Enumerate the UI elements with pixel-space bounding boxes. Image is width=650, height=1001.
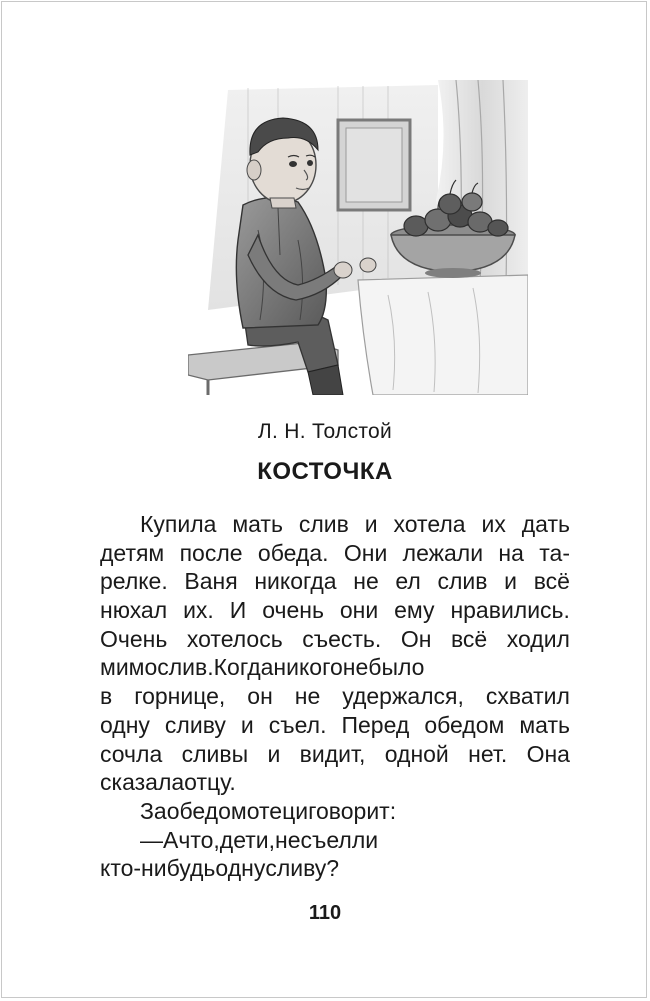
word: обедом: [166, 797, 247, 824]
word: удержался,: [342, 683, 464, 710]
word: слив: [437, 568, 488, 595]
word: сливы: [181, 740, 249, 767]
text-line: [100, 625, 570, 654]
word: хотела: [393, 511, 466, 537]
word: Очень: [100, 625, 168, 652]
word: их: [481, 511, 506, 537]
word: он: [247, 683, 273, 710]
text-line: [100, 653, 570, 682]
word: Он: [400, 625, 432, 652]
word: нравились.: [450, 597, 570, 624]
word: сливу?: [265, 855, 340, 882]
text-line: [100, 854, 570, 883]
word: Купила: [140, 511, 217, 537]
word: ли: [351, 826, 379, 853]
word: и: [240, 711, 254, 738]
word: кто-нибудь: [100, 855, 216, 882]
text-line: [100, 596, 570, 625]
story-title: КОСТОЧКА: [257, 458, 393, 485]
word: не: [353, 568, 379, 595]
word: дети,: [219, 826, 276, 853]
word: нет.: [468, 740, 508, 767]
word: отец: [246, 797, 296, 824]
text-line: [100, 826, 570, 855]
word: Ваня: [184, 568, 238, 595]
word: после: [179, 539, 243, 566]
word: —: [140, 826, 163, 853]
text-line: [100, 510, 570, 539]
word: отцу.: [184, 769, 236, 796]
word: не: [342, 654, 369, 681]
word: и: [267, 740, 281, 767]
word: одной: [384, 740, 449, 767]
word: съел.: [268, 711, 327, 738]
word: схватил: [485, 683, 570, 710]
word: ел: [395, 568, 421, 595]
word: За: [140, 797, 167, 824]
word: мать: [232, 511, 283, 537]
word: А: [163, 826, 179, 853]
word: та-: [539, 539, 570, 566]
text-line: [100, 768, 570, 797]
word: мимо: [100, 654, 158, 681]
word: ходил: [506, 625, 570, 652]
text-line: [100, 711, 570, 740]
boy-with-plums-illustration: [188, 80, 528, 395]
word: никогда: [254, 568, 337, 595]
word: не: [294, 683, 321, 710]
word: нюхал: [100, 597, 168, 624]
word: они: [339, 597, 379, 624]
text-line: [100, 567, 570, 596]
page-number: 110: [308, 902, 342, 924]
text-line: [100, 740, 570, 769]
word: было: [368, 654, 425, 681]
word: обедом: [424, 711, 505, 738]
word: И: [229, 597, 247, 624]
word: горнице,: [134, 683, 226, 710]
word: на: [498, 539, 524, 566]
word: что,: [178, 826, 220, 853]
word: релке.: [100, 568, 168, 595]
word: одну: [215, 855, 266, 882]
word: говорит:: [308, 797, 397, 824]
word: обеда.: [257, 539, 329, 566]
word: съел: [300, 826, 352, 853]
text-line: [100, 539, 570, 568]
word: Перед: [341, 711, 410, 738]
word: слив.: [157, 654, 214, 681]
word: Она: [526, 740, 570, 767]
text-line: [100, 682, 570, 711]
text-line: [100, 797, 570, 826]
word: и: [504, 568, 518, 595]
word: сочла: [100, 740, 163, 767]
word: их.: [183, 597, 214, 624]
word: Они: [343, 539, 388, 566]
word: сказала: [100, 769, 185, 796]
word: никого: [273, 654, 343, 681]
word: всё: [450, 625, 488, 652]
word: ему: [394, 597, 435, 624]
word: и: [364, 511, 378, 537]
word: очень: [262, 597, 324, 624]
word: в: [100, 683, 113, 710]
story-text: [100, 510, 570, 883]
word: одну: [100, 711, 150, 738]
word: съесть.: [302, 625, 382, 652]
word: дать: [521, 511, 570, 537]
word: видит,: [299, 740, 366, 767]
word: всё: [533, 568, 570, 595]
word: Когда: [213, 654, 274, 681]
word: мать: [519, 711, 570, 738]
word: слив: [298, 511, 349, 537]
word: не: [275, 826, 301, 853]
word: лежали: [402, 539, 484, 566]
word: сливу: [164, 711, 226, 738]
word: хотелось: [186, 625, 283, 652]
author-name: Л. Н. Толстой: [257, 420, 393, 443]
word: детям: [100, 539, 165, 566]
word: и: [295, 797, 309, 824]
